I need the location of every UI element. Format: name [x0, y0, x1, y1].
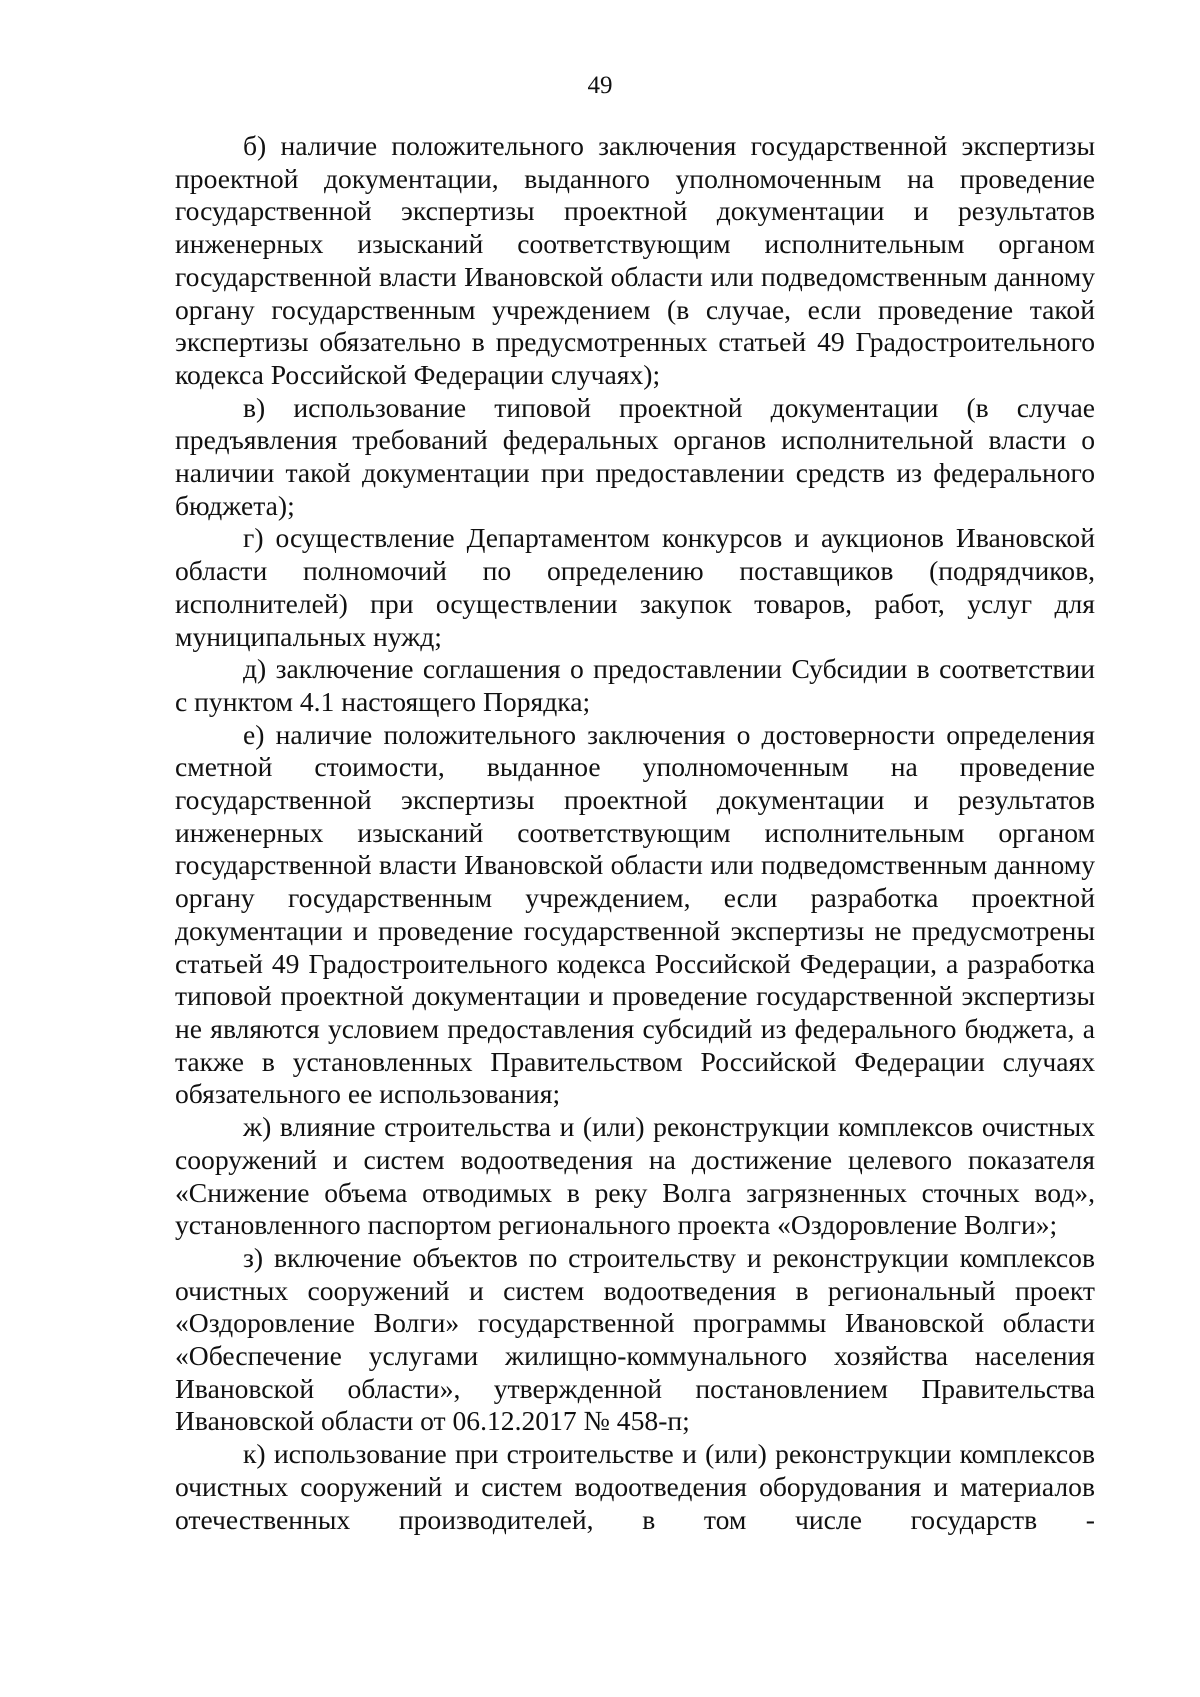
paragraph-d: д) заключение соглашения о предоставлении Субсидии в соответствии с пунктом 4.1 настоящего Порядка;	[175, 653, 1095, 717]
page-number: 49	[587, 72, 613, 99]
paragraph-z: з) включение объектов по строительству и реконструкции комплексов очистных сооружений и систем водоотведения в региональный проект «Оздоровление Волги» государственной программы Ивановской области «Обеспечение услугами жилищно-коммунального хозяйства населения Ивановской области», утвержденной постановлением Правительства Ивановской области от 06.12.2017 № 458-п;	[175, 1241, 1095, 1437]
paragraph-b: б) наличие положительного заключения государственной экспертизы проектной документации, выданного уполномоченным на проведение государственной экспертизы проектной документации и результатов инженерных изысканий соответствующим исполнительным органом государственной власти Ивановской области или подведомственным данному органу государственным учреждением (в случае, если проведение такой экспертизы обязательно в предусмотренных статьей 49 Градостроительного кодекса Российской Федерации случаях);	[175, 130, 1095, 390]
paragraph-v: в) использование типовой проектной документации (в случае предъявления требований федеральных органов исполнительной власти о наличии такой документации при предоставлении средств из федерального бюджета);	[175, 391, 1095, 521]
paragraph-e: е) наличие положительного заключения о достоверности определения сметной стоимости, выданное уполномоченным на проведение государственной экспертизы проектной документации и результатов инженерных изысканий соответствующим исполнительным органом государственной власти Ивановской области или подведомственным данному органу государственным учреждением, если разработка проектной документации и проведение государственной экспертизы не предусмотрены статьей 49 Градостроительного кодекса Российской Федерации, а разработка типовой проектной документации и проведение государственной экспертизы не являются условием предоставления субсидий из федерального бюджета, а также в установленных Правительством Российской Федерации случаях обязательного ее использования;	[175, 718, 1095, 1110]
document-body	[175, 130, 1095, 1536]
paragraph-g: г) осуществление Департаментом конкурсов и аукционов Ивановской области полномочий по определению поставщиков (подрядчиков, исполнителей) при осуществлении закупок товаров, работ, услуг для муниципальных нужд;	[175, 522, 1095, 652]
paragraph-k: к) использование при строительстве и (или) реконструкции комплексов очистных сооружений и систем водоотведения оборудования и материалов отечественных производителей, в том числе государств -	[175, 1438, 1095, 1535]
paragraph-zh: ж) влияние строительства и (или) реконструкции комплексов очистных сооружений и систем водоотведения на достижение целевого показателя «Снижение объема отводимых в реку Волга загрязненных сточных вод», установленного паспортом регионального проекта «Оздоровление Волги»;	[175, 1111, 1095, 1241]
